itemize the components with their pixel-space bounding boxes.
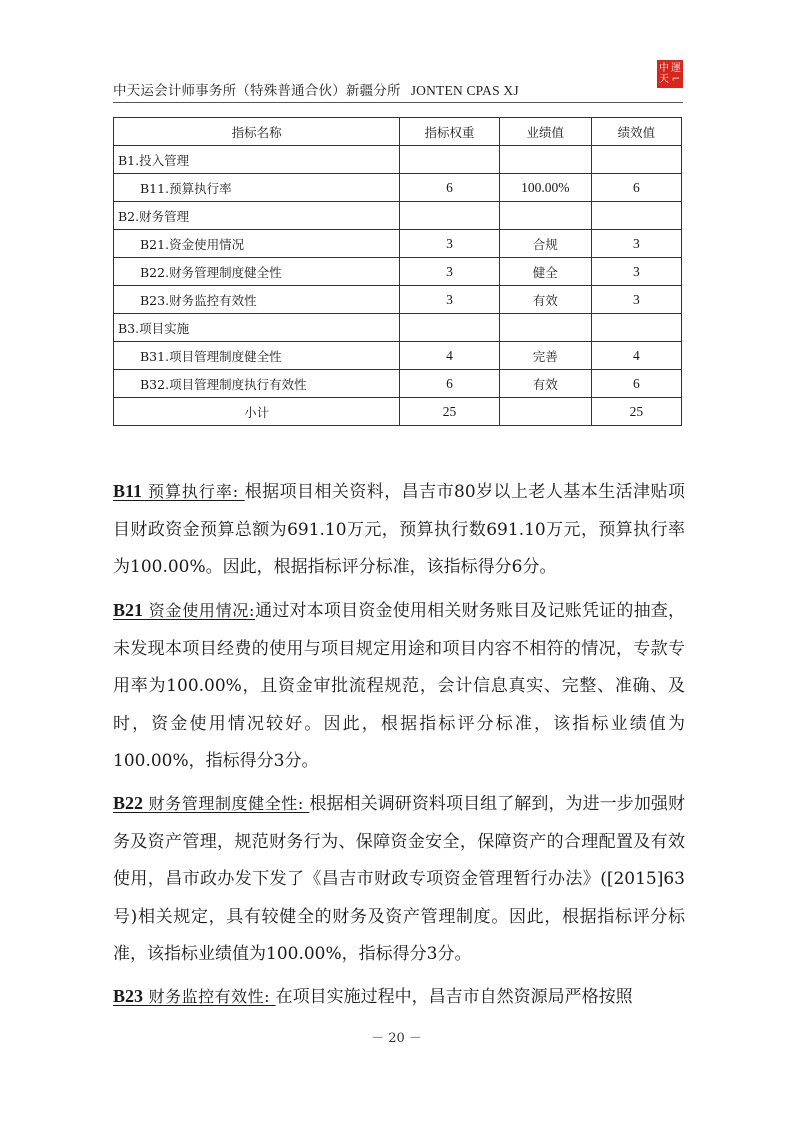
cell-score: 25 — [591, 398, 681, 426]
cell-score: 3 — [591, 230, 681, 258]
indicator-title: 财务管理制度健全性: — [143, 794, 310, 813]
paragraph-heading — [113, 987, 276, 1007]
cell-weight: 6 — [400, 174, 500, 202]
indicator-title: 财务监控有效性: — [143, 987, 276, 1006]
cell-indicator-name: B21.资金使用情况 — [114, 230, 400, 258]
column-header-performance-value: 业绩值 — [499, 118, 591, 146]
firm-name-cn: 中天运会计师事务所（特殊普通合伙）新疆分所 — [113, 83, 401, 99]
cell-score — [591, 146, 681, 174]
paragraph-body: 通过对本项目资金使用相关财务账目及记账凭证的抽查，未发现本项目经费的使用与项目规定用途和项目内容不相符的情况，专款专用率为100.00%，且资金审批流程规范，会计信息真实、完整、准确、及时，资金使用情况较好。因此，根据指标评分标准，该指标业绩值为100.00%，指标得分3分。 — [113, 601, 685, 771]
logo-char: ⌐ — [671, 74, 681, 85]
cell-indicator-name: B22.财务管理制度健全性 — [114, 258, 400, 286]
cell-weight: 4 — [400, 342, 500, 370]
cell-score — [591, 314, 681, 342]
cell-performance-value — [499, 146, 591, 174]
cell-weight — [400, 146, 500, 174]
cell-weight: 25 — [400, 398, 500, 426]
paragraph-body: 根据项目相关资料，昌吉市80岁以上老人基本生活津贴项目财政资金预算总额为691.10万元，预算执行数691.10万元，预算执行率为100.00%。因此，根据指标评分标准，该指标得分6分。 — [113, 482, 685, 577]
cell-indicator-name: B23.财务监控有效性 — [114, 286, 400, 314]
table-category-row — [114, 146, 682, 174]
table-category-row — [114, 314, 682, 342]
paragraph-b21 — [113, 592, 685, 781]
cell-weight: 3 — [400, 230, 500, 258]
cell-indicator-name: B2.财务管理 — [114, 202, 400, 230]
page-header — [113, 63, 683, 103]
paragraph-body: 根据相关调研资料项目组了解到，为进一步加强财务及资产管理，规范财务行为、保障资金安全，保障资产的合理配置及有效使用，昌市政办发下发了《昌吉市财政专项资金管理暂行办法》([2015]63号)相关规定，具有较健全的财务及资产管理制度。因此，根据指标评分标准，该指标业绩值为100.00%，指标得分3分。 — [113, 794, 685, 964]
cell-weight: 6 — [400, 370, 500, 398]
cell-weight: 3 — [400, 258, 500, 286]
table-row — [114, 342, 682, 370]
cell-indicator-name: 小计 — [114, 398, 400, 426]
cell-score: 6 — [591, 370, 681, 398]
cell-performance-value — [499, 202, 591, 230]
table-row — [114, 230, 682, 258]
logo-char: 天 — [659, 74, 669, 85]
cell-performance-value: 100.00% — [499, 174, 591, 202]
table-total-row — [114, 398, 682, 426]
table-header-row — [114, 118, 682, 146]
indicator-code: B21 — [113, 600, 144, 620]
cell-weight: 3 — [400, 286, 500, 314]
logo-char: 運 — [671, 63, 681, 74]
cell-performance-value — [499, 398, 591, 426]
column-header-score: 绩效值 — [591, 118, 681, 146]
paragraph-b11 — [113, 473, 685, 587]
table-row — [114, 258, 682, 286]
table-row — [114, 370, 682, 398]
cell-indicator-name: B1.投入管理 — [114, 146, 400, 174]
paragraph-b23 — [113, 978, 685, 1017]
cell-indicator-name: B32.项目管理制度执行有效性 — [114, 370, 400, 398]
indicator-title: 预算执行率: — [142, 482, 245, 501]
paragraph-body: 在项目实施过程中，昌吉市自然资源局严格按照 — [275, 987, 633, 1007]
cell-score: 3 — [591, 286, 681, 314]
cell-score: 3 — [591, 258, 681, 286]
indicator-code: B22 — [113, 793, 144, 813]
cell-indicator-name: B3.项目实施 — [114, 314, 400, 342]
cell-indicator-name: B31.项目管理制度健全性 — [114, 342, 400, 370]
paragraph-b22 — [113, 785, 685, 974]
cell-indicator-name: B11.预算执行率 — [114, 174, 400, 202]
paragraph-heading — [113, 482, 245, 502]
cell-performance-value: 健全 — [499, 258, 591, 286]
cell-weight — [400, 314, 500, 342]
paragraph-heading — [113, 601, 255, 621]
cell-performance-value: 完善 — [499, 342, 591, 370]
firm-name-en: JONTEN CPAS XJ — [410, 83, 519, 98]
logo-char: 中 — [659, 63, 669, 74]
cell-score: 4 — [591, 342, 681, 370]
cell-performance-value — [499, 314, 591, 342]
indicator-title: 资金使用情况: — [143, 601, 255, 620]
cell-performance-value: 合规 — [499, 230, 591, 258]
table-row — [114, 174, 682, 202]
cell-performance-value: 有效 — [499, 286, 591, 314]
firm-logo-icon — [657, 60, 683, 88]
performance-metrics-table — [113, 117, 682, 426]
table-category-row — [114, 202, 682, 230]
cell-weight — [400, 202, 500, 230]
indicator-code: B11 — [113, 481, 143, 501]
cell-score — [591, 202, 681, 230]
table-row — [114, 286, 682, 314]
page-number: － 20 － — [371, 1031, 422, 1046]
column-header-indicator-name: 指标名称 — [114, 118, 400, 146]
paragraph-heading — [113, 794, 309, 814]
cell-performance-value: 有效 — [499, 370, 591, 398]
cell-score: 6 — [591, 174, 681, 202]
header-firm-name — [113, 79, 519, 99]
column-header-weight: 指标权重 — [400, 118, 500, 146]
indicator-code: B23 — [113, 986, 144, 1006]
